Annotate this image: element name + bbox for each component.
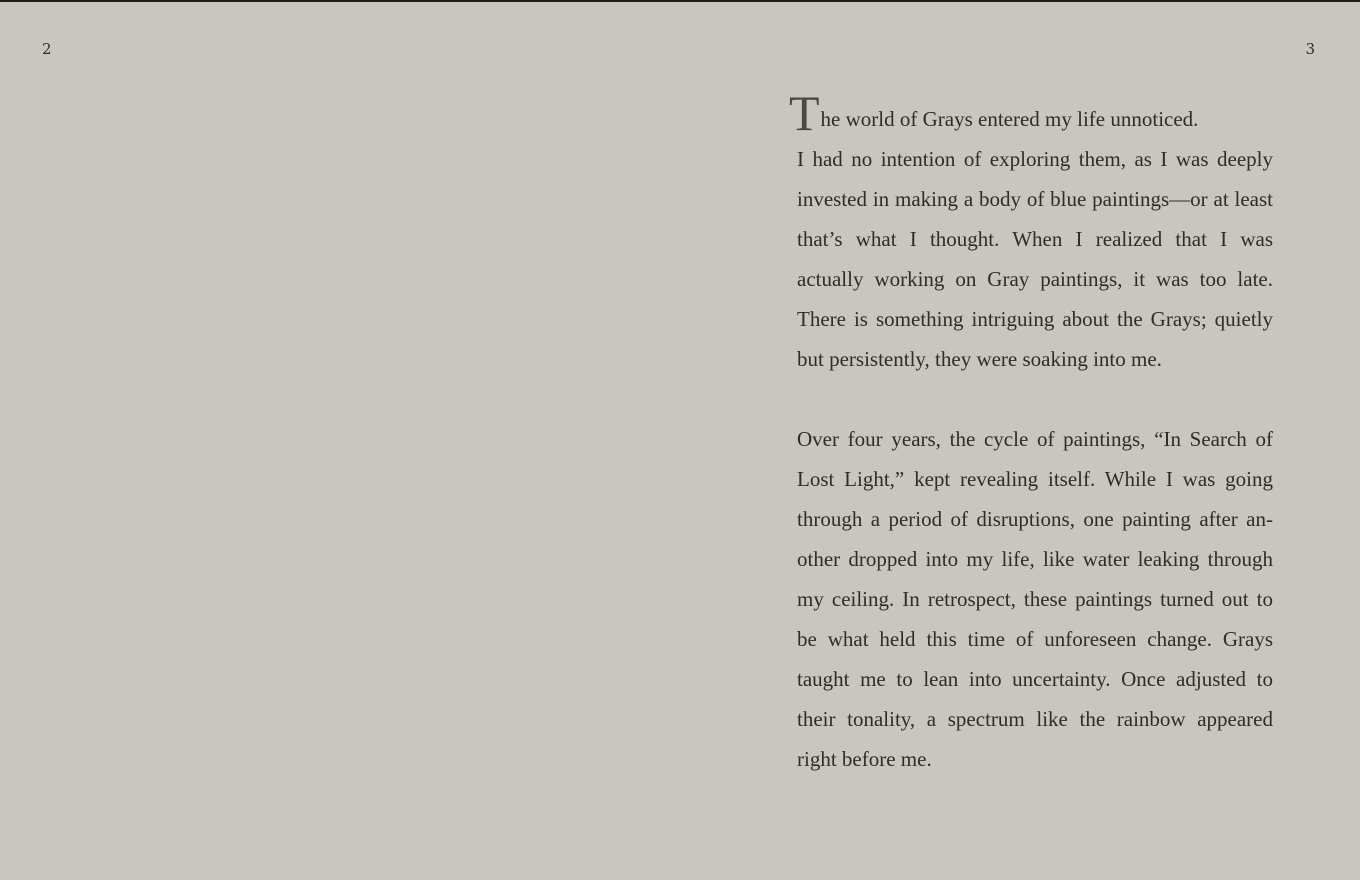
drop-cap: T	[789, 85, 820, 141]
paragraph-spacer	[797, 379, 1273, 419]
page-number-left: 2	[42, 40, 52, 58]
essay-text-column	[789, 85, 1273, 779]
top-rule	[0, 0, 1360, 2]
lead-line-text: he world of Grays entered my life unnoticed.	[820, 107, 1199, 131]
lead-line	[789, 85, 1273, 141]
paragraph-1: I had no intention of exploring them, as I was deeply invested in making a body of blue paintings—or at least that’s what I thought. When I realized that I was actually working on Gray paintings, it was too late. There is something intriguing about the Grays; quietly but persistently, they were soaking into me.	[797, 147, 1273, 371]
page-number-right: 3	[1305, 40, 1315, 58]
paragraph-2: Over four years, the cycle of paintings, “In Search of Lost Light,” kept revealing itself. While I was going through a period of disruptions, one painting after another dropped into my life, like water leaking through my ceiling. In retrospect, these paintings turned out to be what held this time of unforeseen change. Grays taught me to lean into uncertainty. Once adjusted to their tonality, a spectrum like the rainbow appeared right before me.	[797, 427, 1273, 771]
